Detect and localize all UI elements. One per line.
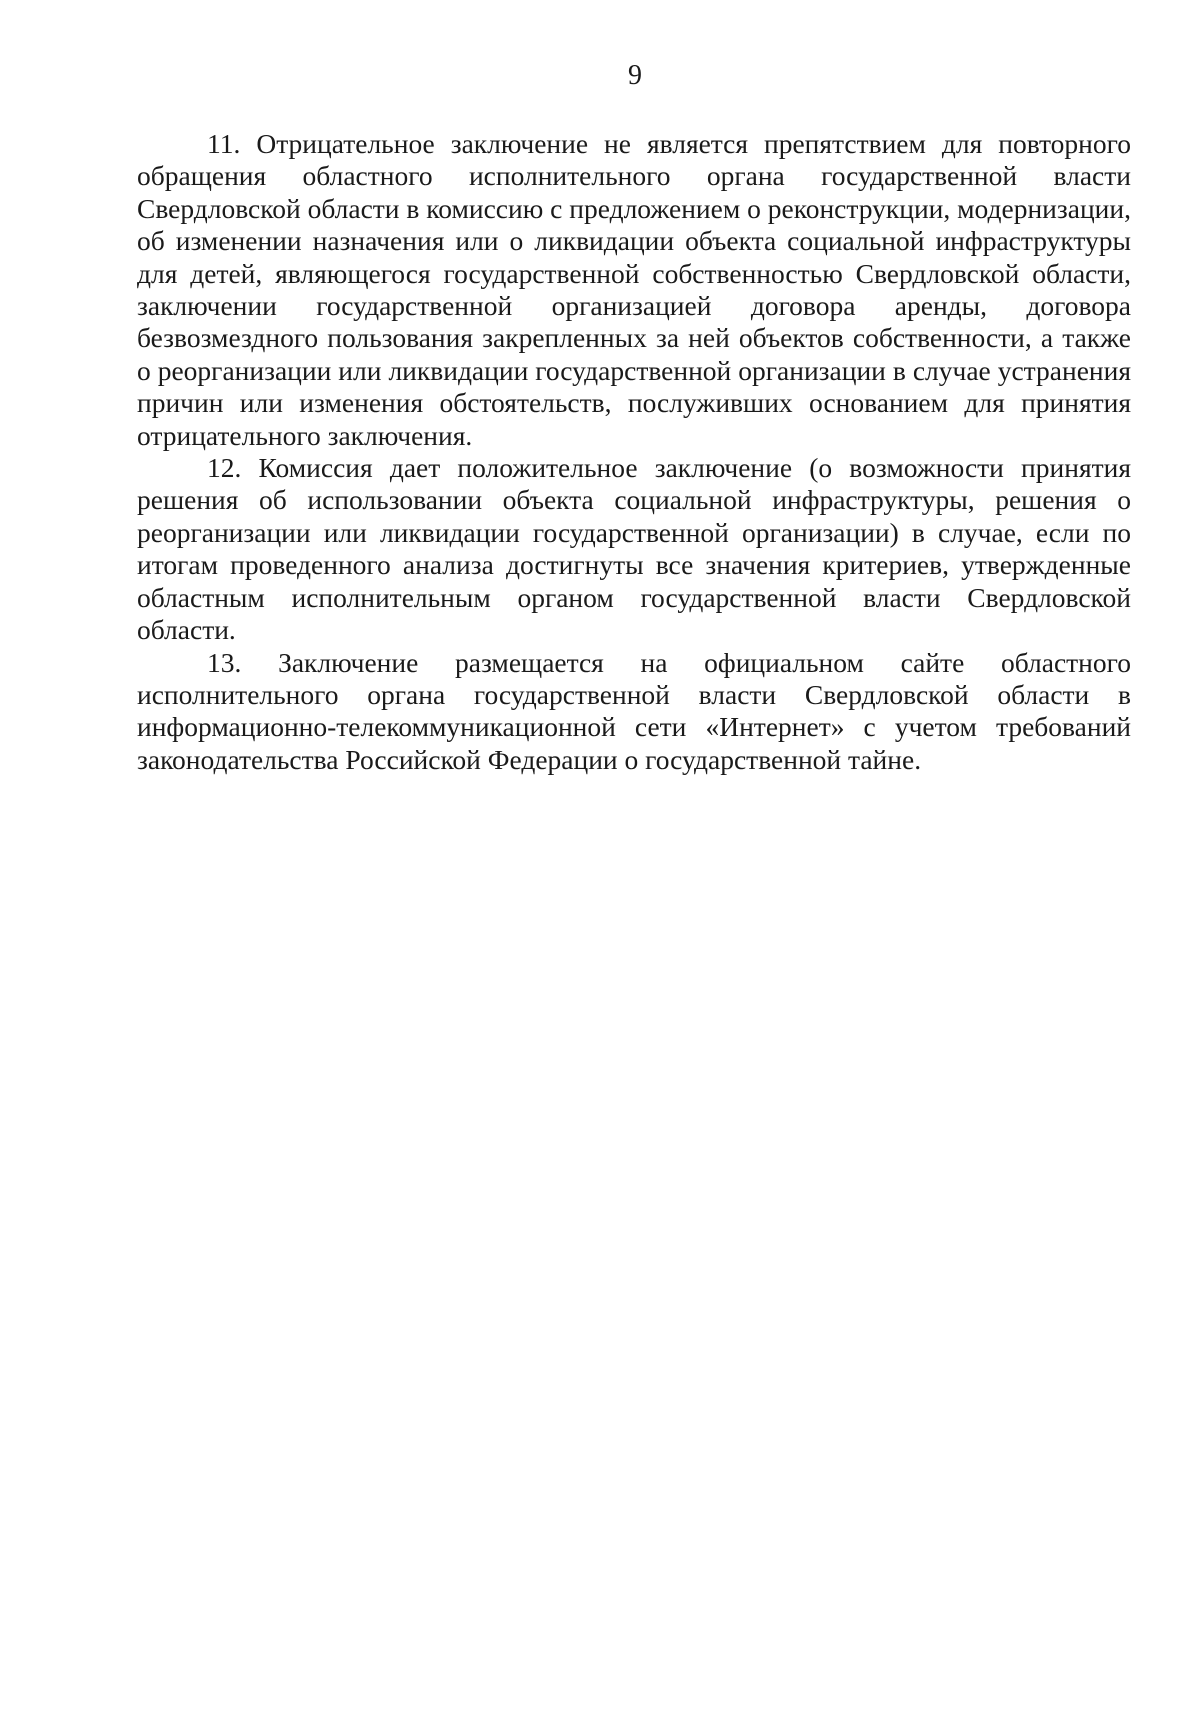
paragraph-11: 11. Отрицательное заключение не является препятствием для повторного обращения областного исполнительного органа государственной власти Свердловской области в комиссию с предложением о реконструкции, модернизации, об изменении назначения или о ликвидации объекта социальной инфраструктуры для детей, являющегося государственной собственностью Свердловской области, заключении государственной организацией договора аренды, договора безвозмездного пользования закрепленных за ней объектов собственности, а также о реорганизации или ликвидации государственной организации в случае устранения причин или изменения обстоятельств, послуживших основанием для принятия отрицательного заключения. <box>137 128 1131 451</box>
page-number: 9 <box>628 60 642 91</box>
paragraph-12: 12. Комиссия дает положительное заключение (о возможности принятия решения об использовании объекта социальной инфраструктуры, решения о реорганизации или ликвидации государственной организации) в случае, если по итогам проведенного анализа достигнуты все значения критериев, утвержденные областным исполнительным органом государственной власти Свердловской области. <box>137 452 1131 646</box>
paragraph-13: 13. Заключение размещается на официальном сайте областного исполнительного органа государственной власти Свердловской области в информационно-телекоммуникационной сети «Интернет» с учетом требований законодательства Российской Федерации о государственной тайне. <box>137 646 1131 775</box>
document-body <box>137 128 1131 776</box>
